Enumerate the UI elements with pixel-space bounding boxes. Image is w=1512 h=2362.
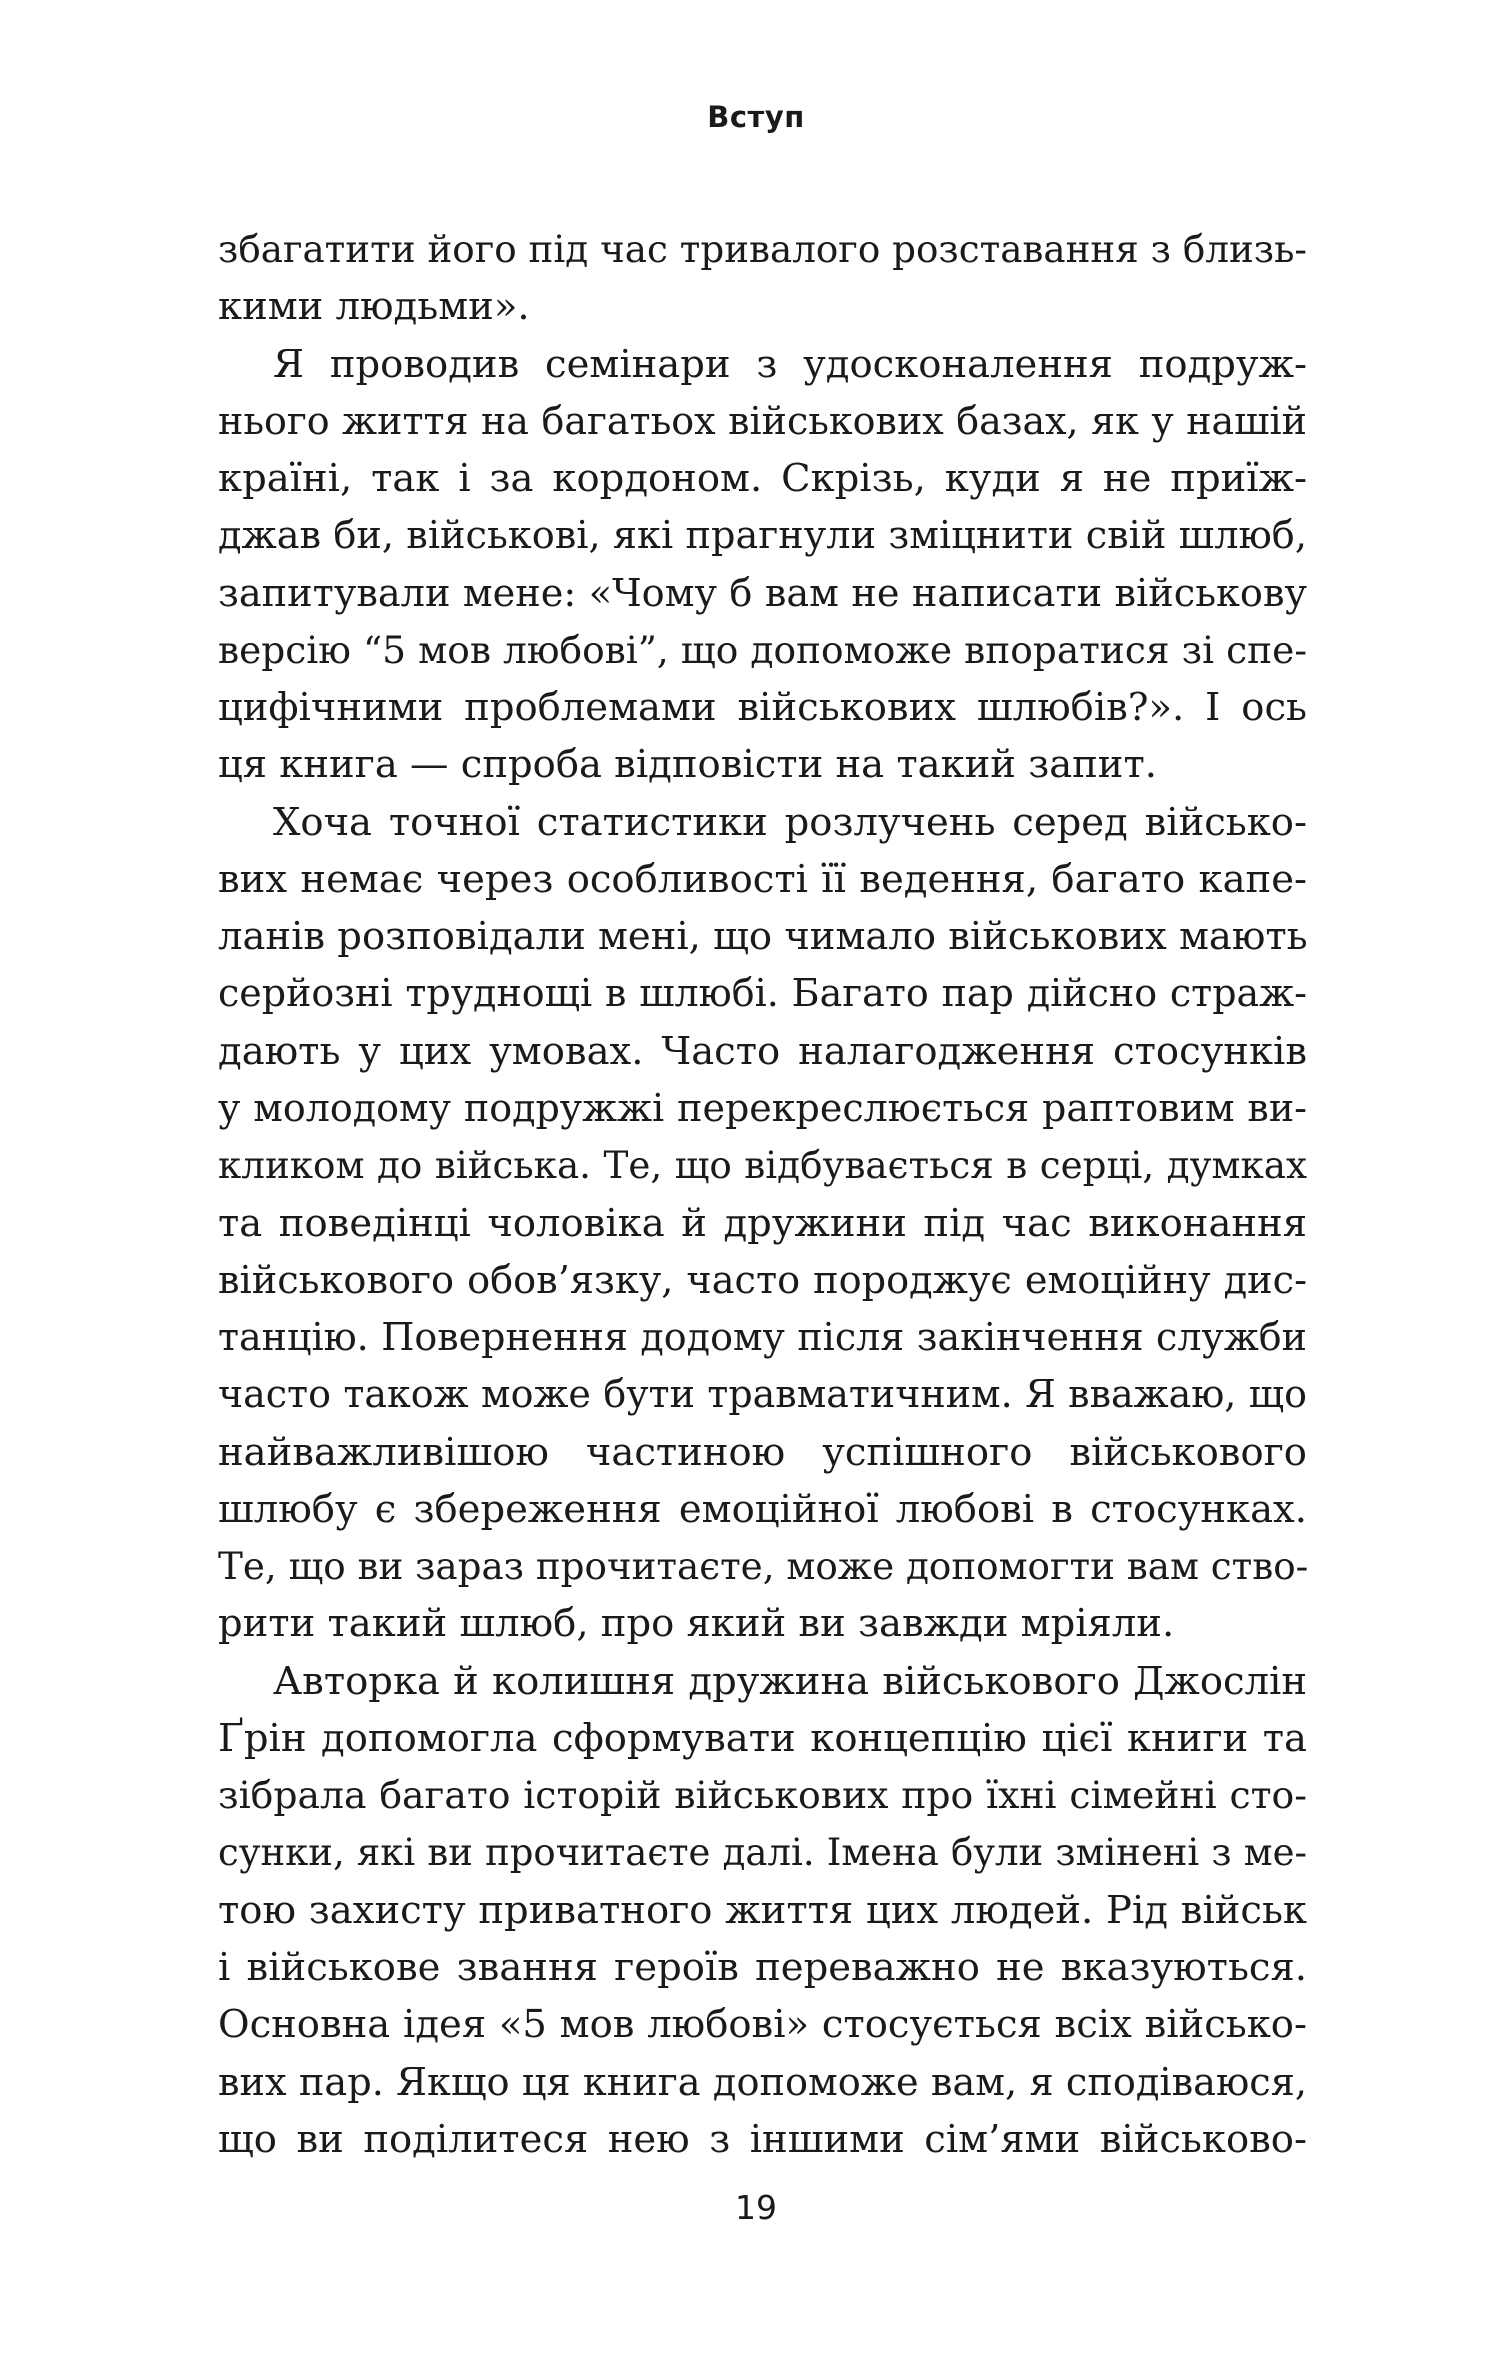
text-line: цифічними проблемами військових шлюбів?». І ось [218,685,1307,731]
text-line: запитували мене: «Чому б вам не написати військову [218,570,1307,616]
paragraph [218,1653,1307,2168]
text-line: кликом до війська. Те, що відбувається в серці, думках [218,1143,1307,1188]
text-line: вих пар. Якщо ця книга допоможе вам, я сподіваюся, [218,2059,1307,2105]
text-line: рити такий шлюб, про який ви завжди мріяли. [218,1601,1175,1647]
text-line: країні, так і за кордоном. Скрізь, куди я не приїж- [218,456,1307,502]
paragraph [218,794,1307,1653]
text-line: сунки, які ви прочитаєте далі. Імена були змінені з ме- [218,1831,1307,1875]
text-line: версію “5 мов любові”, що допоможе впоратися зі спе- [218,627,1307,672]
paragraph [218,221,1307,336]
page-number: 19 [735,2188,777,2227]
text-line: шлюбу є збереження емоційної любові в стосунках. [218,1486,1307,1532]
text-line: Хоча точної статистики розлучень серед військо- [273,799,1307,845]
text-line: Я проводив семінари з удосконалення подруж- [273,341,1307,387]
text-line: ланів розповідали мені, що чимало військових мають [218,914,1308,960]
text-line: ця книга — спроба відповісти на такий запит. [218,742,1158,788]
text-line: військового обов’язку, часто породжує емоційну дис- [218,1257,1307,1303]
text-line: танцію. Повернення додому після закінчення служби [218,1315,1307,1360]
text-line: вих немає через особливості її ведення, багато капе- [218,856,1307,902]
text-line: зібрала багато історій військових про їхні сімейні сто- [218,1773,1307,1818]
text-line: серйозні труднощі в шлюбі. Багато пар дійсно страж- [218,971,1307,1016]
text-line: і військове звання героїв переважно не вказуються. [218,1944,1307,1990]
paragraph [218,336,1307,794]
text-line: тою захисту приватного життя цих людей. Рід військ [218,1887,1307,1933]
text-line: Ґрін допомогла сформувати концепцію цієї книги та [218,1715,1307,1761]
text-line: та поведінці чоловіка й дружини під час виконання [218,1200,1307,1246]
text-line: дають у цих умовах. Часто налагодження стосунків [218,1028,1307,1074]
text-line: часто також може бути травматичним. Я вважаю, що [218,1372,1307,1417]
text-line: кими людьми». [218,284,530,330]
text-line: Те, що ви зараз прочитаєте, може допомогти вам ство- [218,1544,1309,1589]
body-text [218,221,1307,2168]
text-line: збагатити його під час тривалого розставання з близь- [218,227,1307,271]
text-line: джав би, військові, які прагнули зміцнити свій шлюб, [218,513,1307,559]
text-line: що ви поділитеся нею з іншими сім’ями військово- [218,2116,1307,2162]
text-line: найважливішою частиною успішного військового [218,1429,1307,1475]
text-line: у молодому подружжі перекреслюється раптовим ви- [218,1085,1307,1130]
text-line: нього життя на багатьох військових базах, як у нашій [218,398,1307,443]
running-head: Вступ [707,100,805,134]
text-line: Основна ідея «5 мов любові» стосується всіх військо- [218,2002,1307,2048]
text-line: Авторка й колишня дружина військового Джослін [273,1658,1307,1704]
